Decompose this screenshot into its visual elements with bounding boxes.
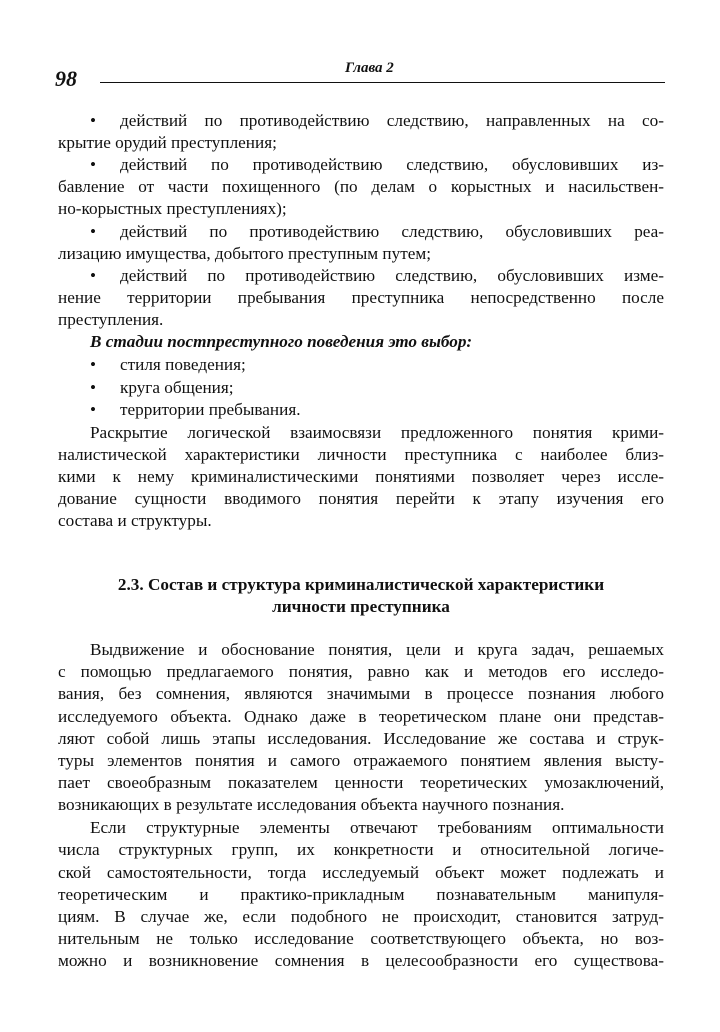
header-rule (100, 82, 665, 83)
bullet-icon: • (90, 266, 97, 285)
list-item: стиля поведения; (120, 355, 246, 374)
paragraph-line: возникающих в результате исследования объекта научного познания. (58, 795, 565, 814)
paragraph-line: туры элементов понятия и самого отражаемого понятием явления высту- (58, 751, 664, 770)
list-item-line: нение территории пребывания преступника непосредственно после (58, 288, 664, 307)
list-item-line: действий по противодействию следствию, обусловивших реа- (120, 222, 664, 241)
paragraph-line: налистической характеристики личности преступника с наиболее близ- (58, 445, 664, 464)
section-heading: 2.3. Состав и структура криминалистической характеристики (117, 575, 605, 594)
list-item-line: крытие орудий преступления; (58, 133, 277, 152)
list-item-line: преступления. (58, 310, 164, 329)
list-item-line: лизацию имущества, добытого преступным путем; (58, 244, 432, 263)
bullet-icon: • (90, 222, 97, 241)
section-heading: личности преступника (272, 597, 450, 616)
paragraph-line: с помощью предлагаемого понятия, равно как и методов его исследо- (58, 662, 664, 681)
paragraph-line: числа структурных групп, их конкретности и относительной логиче- (58, 840, 664, 859)
bullet-icon: • (90, 400, 97, 419)
bullet-icon: • (90, 155, 97, 174)
bullet-icon: • (90, 378, 97, 397)
paragraph-line: Выдвижение и обоснование понятия, цели и круга задач, решаемых (90, 640, 664, 659)
list-item-line: но-корыстных преступлениях); (58, 199, 287, 218)
list-item-line: бавление от части похищенного (по делам о корыстных и насильствен- (58, 177, 664, 196)
list-item-line: действий по противодействию следствию, направленных на со- (120, 111, 664, 130)
paragraph-line: состава и структуры. (58, 511, 212, 530)
stage-intro: В стадии постпреступного поведения это выбор: (90, 332, 473, 351)
paragraph-line: вания, без сомнения, являются значимыми в процессе познания любого (58, 684, 664, 703)
list-item: круга общения; (120, 378, 234, 397)
list-item-line: действий по противодействию следствию, обусловивших изме- (120, 266, 664, 285)
list-item: территории пребывания. (120, 400, 301, 419)
running-head: Глава 2 (345, 60, 394, 76)
paragraph-line: Если структурные элементы отвечают требованиям оптимальности (90, 818, 664, 837)
paragraph-line: Раскрытие логической взаимосвязи предложенного понятия крими- (90, 423, 664, 442)
paragraph-line: ляют собой лишь этапы исследования. Исследование же состава и струк- (58, 729, 664, 748)
paragraph-line: циям. В случае же, если подобного не происходит, становится затруд- (58, 907, 664, 926)
paragraph-line: дование сущности вводимого понятия перейти к этапу изучения его (58, 489, 664, 508)
page-number: 98 (55, 66, 77, 91)
paragraph-line: нительным не только исследование соответствующего объекта, но воз- (58, 929, 664, 948)
paragraph-line: пает своеобразным показателем ценности теоретических умозаключений, (58, 773, 664, 792)
paragraph-line: можно и возникновение сомнения в целесообразности его существова- (58, 951, 664, 970)
paragraph-line: теоретическим и практико-прикладным познавательным манипуля- (58, 885, 664, 904)
paragraph-line: кими к нему криминалистическими понятиями позволяет через иссле- (58, 467, 664, 486)
list-item-line: действий по противодействию следствию, обусловивших из- (120, 155, 664, 174)
paragraph-line: ской самостоятельности, тогда исследуемый объект может подлежать и (58, 863, 664, 882)
bullet-icon: • (90, 355, 97, 374)
paragraph-line: исследуемого объекта. Однако даже в теоретическом плане они представ- (58, 707, 664, 726)
bullet-icon: • (90, 111, 97, 130)
